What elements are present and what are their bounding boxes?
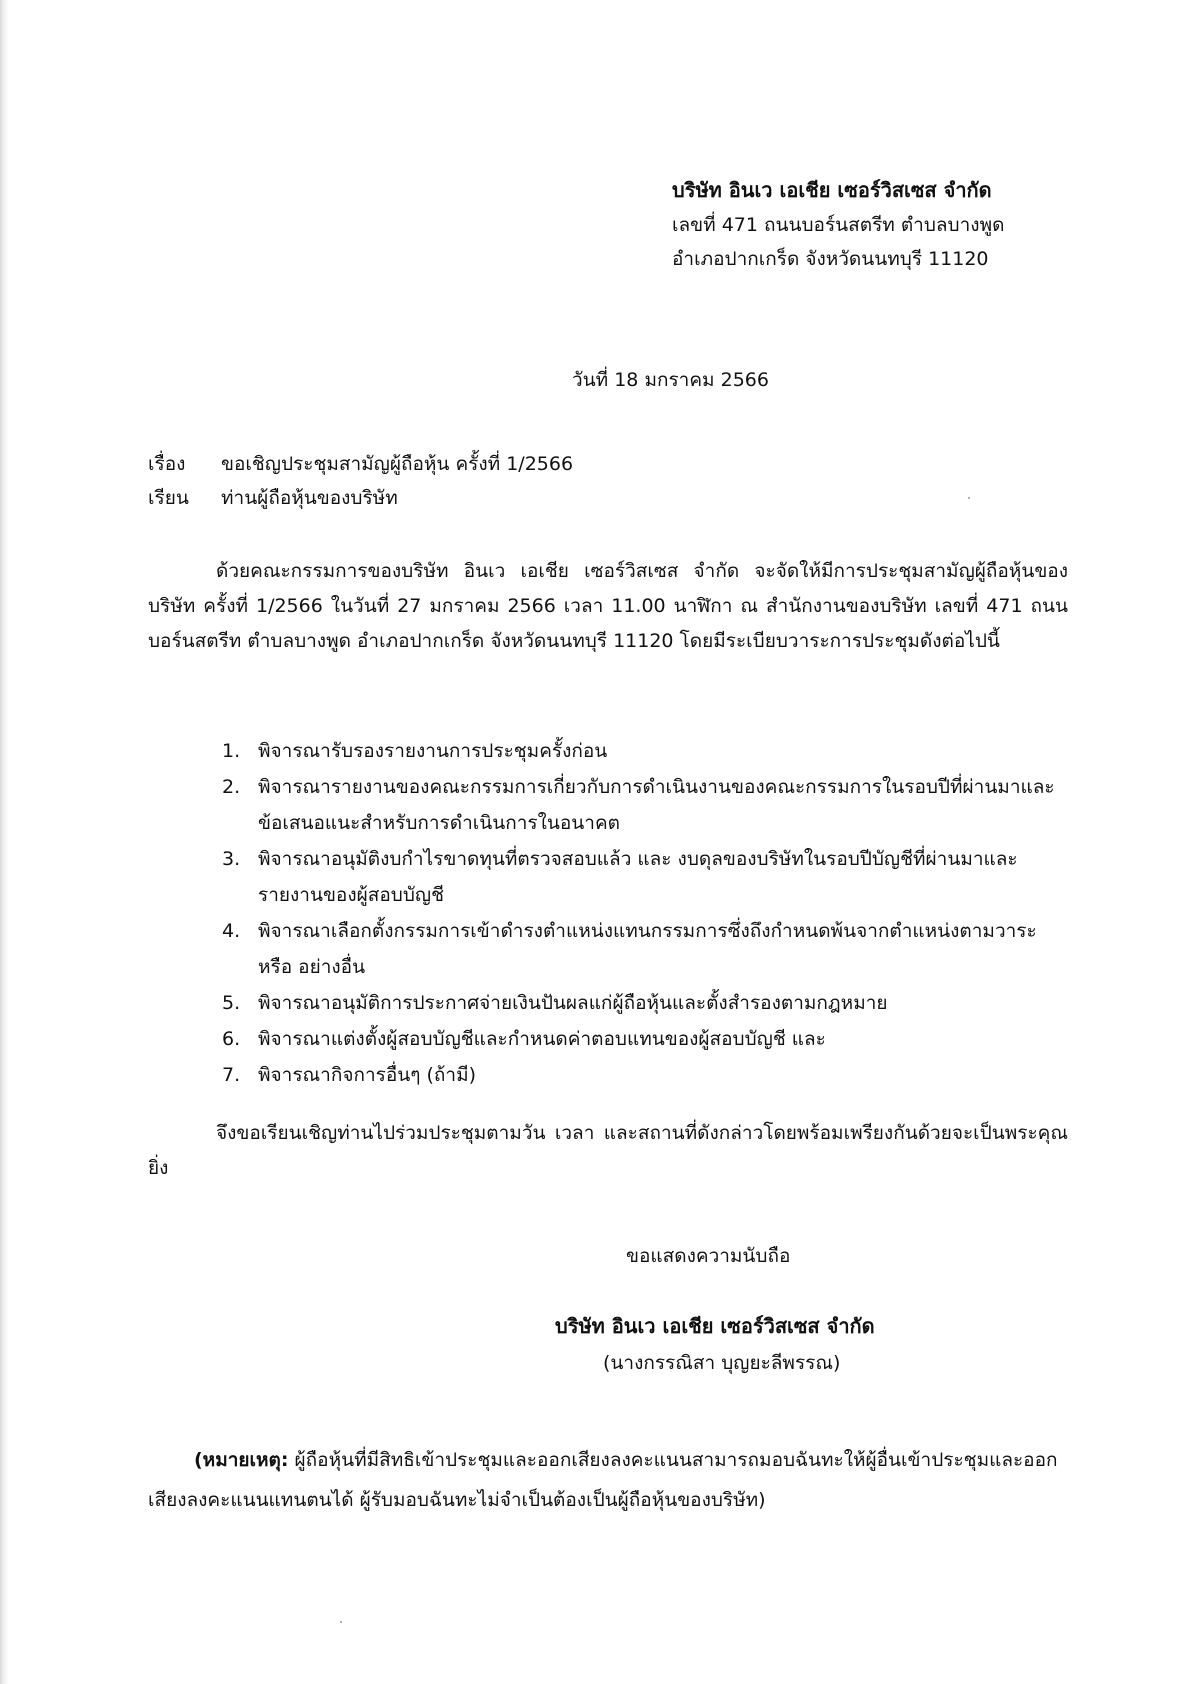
subject-label: เรื่อง: [148, 453, 186, 475]
company-address-line1: เลขที่ 471 ถนนบอร์นสตรีท ตำบลบางพูด: [672, 214, 1005, 236]
company-address-line2: อำเภอปากเกร็ด จังหวัดนนทบุรี 11120: [672, 248, 989, 270]
agenda-item-text: พิจารณาแต่งตั้งผู้สอบบัญชีและกำหนดค่าตอบแทนของผู้สอบบัญชี และ: [258, 1028, 826, 1050]
scan-speck: [340, 1621, 342, 1623]
agenda-item: [222, 985, 1072, 1021]
footnote-label: (หมายเหตุ:: [194, 1449, 289, 1471]
subject-value: ขอเชิญประชุมสามัญผู้ถือหุ้น ครั้งที่ 1/2566: [221, 453, 574, 475]
scan-left-edge: [0, 0, 9, 1684]
agenda-item: [222, 733, 1072, 769]
agenda-list: [222, 733, 1072, 1093]
agenda-item: [222, 769, 1072, 841]
agenda-item-text: พิจารณาอนุมัติการประกาศจ่ายเงินปันผลแก่ผู้ถือหุ้นและตั้งสำรองตามกฎหมาย: [258, 992, 888, 1014]
agenda-item-number: 1.: [222, 740, 241, 762]
recipient-value: ท่านผู้ถือหุ้นของบริษัท: [221, 487, 398, 509]
scan-speck: [968, 497, 970, 499]
agenda-item-number: 3.: [222, 848, 241, 870]
agenda-item: [222, 1057, 1072, 1093]
letter-date: วันที่ 18 มกราคม 2566: [572, 369, 769, 391]
invitation-paragraph: จึงขอเรียนเชิญท่านไปร่วมประชุมตามวัน เวลา และสถานที่ดังกล่าวโดยพร้อมเพรียงกันด้วยจะเป็นพระคุณยิ่ง: [148, 1122, 1068, 1179]
footnote: [148, 1440, 1068, 1520]
agenda-item-text: พิจารณาเลือกตั้งกรรมการเข้าดำรงตำแหน่งแทนกรรมการซึ่งถึงกำหนดพ้นจากตำแหน่งตามวาระ หรือ อย่างอื่น: [258, 920, 1037, 978]
signature-company: บริษัท อินเว เอเชีย เซอร์วิสเซส จำกัด: [555, 1314, 875, 1338]
agenda-item-number: 7.: [222, 1064, 241, 1086]
agenda-item-text: พิจารณาอนุมัติงบกำไรขาดทุนที่ตรวจสอบแล้ว และ งบดุลของบริษัทในรอบปีบัญชีที่ผ่านมาและรายงานของผู้สอบบัญชี: [258, 848, 1018, 906]
agenda-item-number: 6.: [222, 1028, 241, 1050]
agenda-item: [222, 1021, 1072, 1057]
agenda-item-text: พิจารณารับรองรายงานการประชุมครั้งก่อน: [258, 740, 608, 762]
agenda-item: [222, 841, 1072, 913]
agenda-item: [222, 913, 1072, 985]
agenda-item-number: 5.: [222, 992, 241, 1014]
agenda-item-text: พิจารณากิจการอื่นๆ (ถ้ามี): [258, 1064, 477, 1086]
recipient-label: เรียน: [148, 487, 189, 509]
signer-name: (นางกรรณิสา บุญยะลีพรรณ): [603, 1352, 841, 1374]
intro-paragraph: ด้วยคณะกรรมการของบริษัท อินเว เอเชีย เซอร์วิสเซส จำกัด จะจัดให้มีการประชุมสามัญผู้ถือหุ้นของบริษัท ครั้งที่ 1/2566 ในวันที่ 27 มกราคม 2566 เวลา 11.00 นาฬิกา ณ สำนักงานของบริษัท เลขที่ 471 ถนนบอร์นสตรีท ตำบลบางพูด อำเภอปากเกร็ด จังหวัดนนทบุรี 11120 โดยมีระเบียบวาระการประชุมดังต่อไปนี้: [148, 560, 1068, 652]
agenda-item-number: 4.: [222, 920, 241, 942]
company-name-header: บริษัท อินเว เอเชีย เซอร์วิสเซส จำกัด: [672, 178, 992, 202]
closing-salutation: ขอแสดงความนับถือ: [626, 1245, 791, 1267]
footnote-text: ผู้ถือหุ้นที่มีสิทธิเข้าประชุมและออกเสียงลงคะแนนสามารถมอบฉันทะให้ผู้อื่นเข้าประชุมและออกเสียงลงคะแนนแทนตนได้ ผู้รับมอบฉันทะไม่จำเป็นต้องเป็นผู้ถือหุ้นของบริษัท): [148, 1449, 1058, 1511]
agenda-item-number: 2.: [222, 776, 241, 798]
agenda-item-text: พิจารณารายงานของคณะกรรมการเกี่ยวกับการดำเนินงานของคณะกรรมการในรอบปีที่ผ่านมาและข้อเสนอแนะสำหรับการดำเนินการในอนาคต: [258, 776, 1055, 834]
